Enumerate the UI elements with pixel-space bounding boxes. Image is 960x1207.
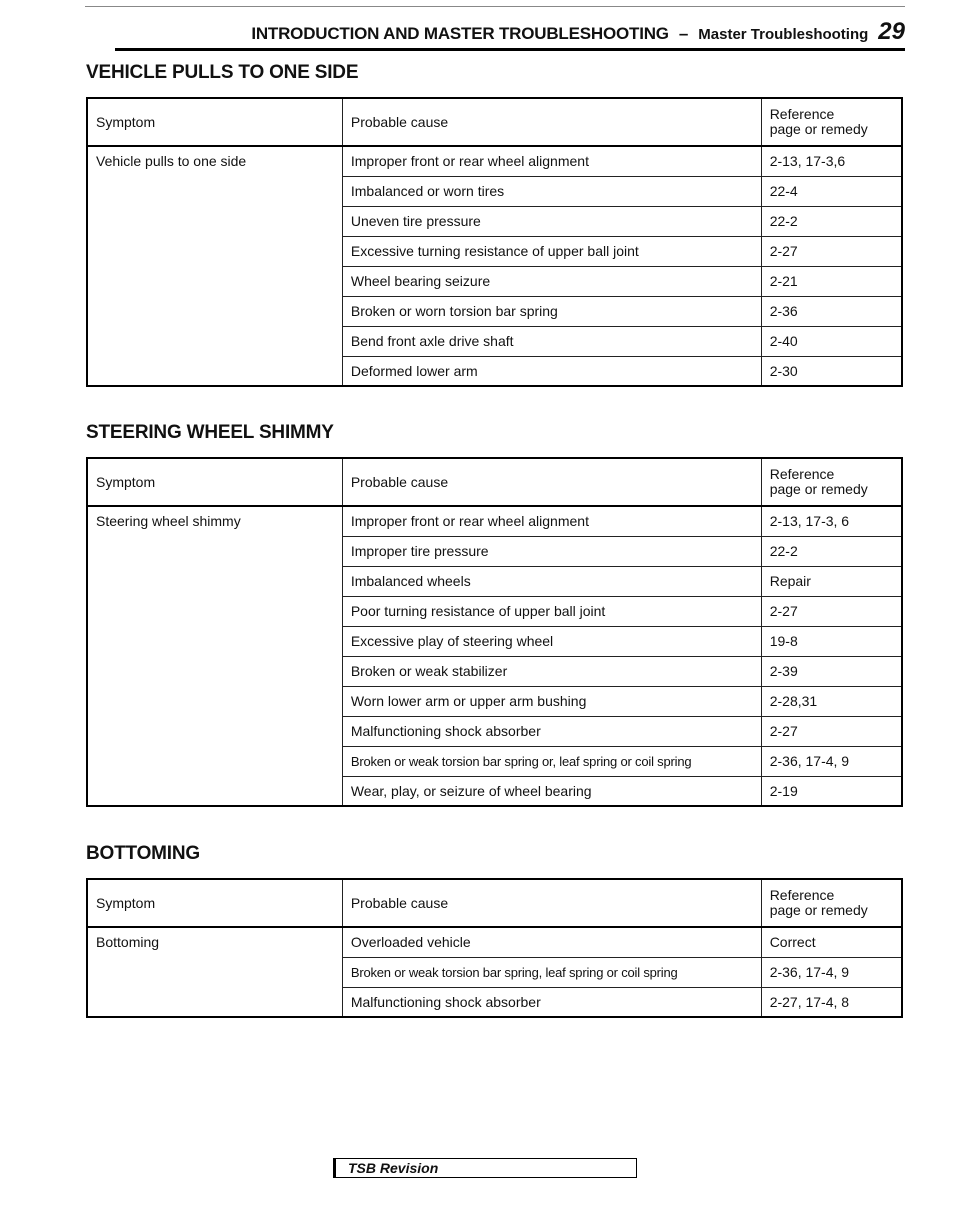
ref-cell: 22-2 (761, 206, 902, 236)
cause-cell: Uneven tire pressure (342, 206, 761, 236)
cause-cell: Wear, play, or seizure of wheel bearing (342, 776, 761, 806)
heading-separator: – (678, 24, 689, 43)
ref-cell: 2-30 (761, 356, 902, 386)
ref-cell: 22-2 (761, 536, 902, 566)
table-header-row (87, 98, 902, 146)
symptom-cell: Steering wheel shimmy (87, 506, 342, 806)
cause-cell: Improper tire pressure (342, 536, 761, 566)
ref-cell: 2-27 (761, 716, 902, 746)
section-heading: INTRODUCTION AND MASTER TROUBLESHOOTING (251, 24, 669, 43)
table-header-row (87, 458, 902, 506)
header-symptom: Symptom (87, 98, 342, 146)
ref-cell: Repair (761, 566, 902, 596)
ref-cell: 22-4 (761, 176, 902, 206)
cause-cell: Excessive turning resistance of upper ball joint (342, 236, 761, 266)
cause-cell: Bend front axle drive shaft (342, 326, 761, 356)
table-row (87, 146, 902, 176)
ref-cell: 2-27 (761, 596, 902, 626)
ref-cell: 2-27 (761, 236, 902, 266)
header-reference-line1: Reference (769, 466, 835, 482)
ref-cell: 2-13, 17-3,6 (761, 146, 902, 176)
tsb-revision-box (333, 1158, 637, 1178)
table-row (87, 506, 902, 536)
page-number: 29 (878, 18, 905, 45)
header-reference (761, 458, 902, 506)
header-cause: Probable cause (342, 458, 761, 506)
cause-cell: Poor turning resistance of upper ball joint (342, 596, 761, 626)
section-title-shimmy: STEERING WHEEL SHIMMY (86, 422, 334, 443)
ref-cell: 19-8 (761, 626, 902, 656)
header-reference (761, 98, 902, 146)
cause-cell: Excessive play of steering wheel (342, 626, 761, 656)
symptom-cell: Vehicle pulls to one side (87, 146, 342, 386)
cause-cell: Malfunctioning shock absorber (342, 716, 761, 746)
cause-cell: Wheel bearing seizure (342, 266, 761, 296)
cause-cell: Worn lower arm or upper arm bushing (342, 686, 761, 716)
ref-cell: 2-27, 17-4, 8 (761, 987, 902, 1017)
troubleshooting-table-pulls (86, 97, 903, 387)
header-reference-line1: Reference (769, 106, 835, 122)
cause-cell: Broken or weak stabilizer (342, 656, 761, 686)
ref-cell: 2-40 (761, 326, 902, 356)
tsb-revision-label: TSB Revision (348, 1160, 439, 1176)
header-cause: Probable cause (342, 98, 761, 146)
header-reference-line2: page or remedy (769, 481, 868, 497)
table-header-row (87, 879, 902, 927)
ref-cell: 2-36 (761, 296, 902, 326)
ref-cell: 2-36, 17-4, 9 (761, 957, 902, 987)
cause-cell: Malfunctioning shock absorber (342, 987, 761, 1017)
header-reference-line2: page or remedy (769, 902, 868, 918)
ref-cell: 2-39 (761, 656, 902, 686)
ref-cell: 2-13, 17-3, 6 (761, 506, 902, 536)
section-title-bottoming: BOTTOMING (86, 843, 200, 864)
header-symptom: Symptom (87, 879, 342, 927)
symptom-cell: Bottoming (87, 927, 342, 1017)
ref-cell: 2-28,31 (761, 686, 902, 716)
cause-cell: Overloaded vehicle (342, 927, 761, 957)
cause-cell: Deformed lower arm (342, 356, 761, 386)
cause-cell: Broken or worn torsion bar spring (342, 296, 761, 326)
cause-cell: Improper front or rear wheel alignment (342, 506, 761, 536)
cause-cell: Imbalanced wheels (342, 566, 761, 596)
top-rule (85, 6, 905, 7)
subsection-heading: Master Troubleshooting (698, 26, 869, 43)
page-header (115, 20, 905, 51)
section-title-pulls: VEHICLE PULLS TO ONE SIDE (86, 62, 359, 83)
ref-cell: 2-21 (761, 266, 902, 296)
cause-cell: Broken or weak torsion bar spring, leaf spring or coil spring (342, 957, 761, 987)
cause-cell: Imbalanced or worn tires (342, 176, 761, 206)
header-reference-line2: page or remedy (769, 121, 868, 137)
ref-cell: 2-19 (761, 776, 902, 806)
header-cause: Probable cause (342, 879, 761, 927)
header-reference (761, 879, 902, 927)
troubleshooting-table-shimmy (86, 457, 903, 807)
cause-cell: Broken or weak torsion bar spring or, leaf spring or coil spring (342, 746, 761, 776)
cause-cell: Improper front or rear wheel alignment (342, 146, 761, 176)
table-row (87, 927, 902, 957)
header-symptom: Symptom (87, 458, 342, 506)
header-reference-line1: Reference (769, 887, 835, 903)
troubleshooting-table-bottoming (86, 878, 903, 1018)
ref-cell: Correct (761, 927, 902, 957)
ref-cell: 2-36, 17-4, 9 (761, 746, 902, 776)
